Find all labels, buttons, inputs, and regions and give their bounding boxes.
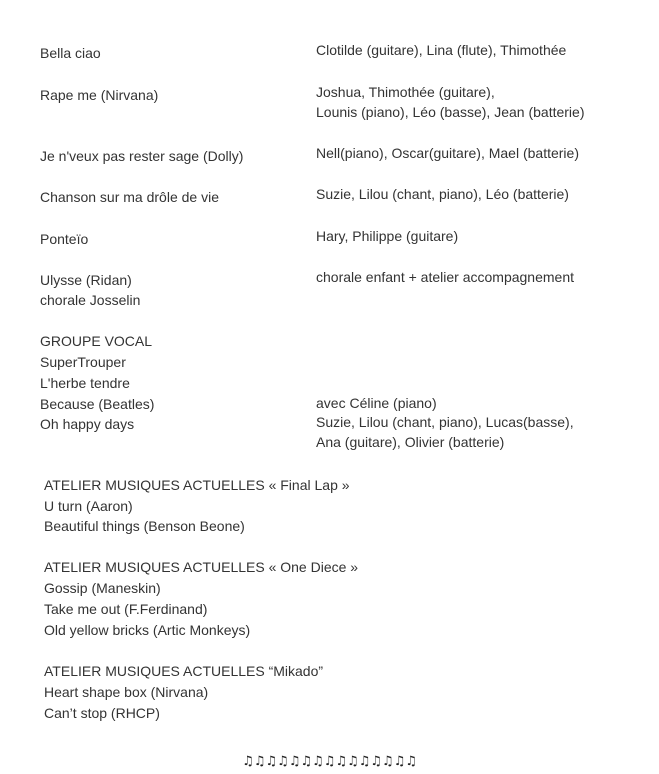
song-title: Rape me (Nirvana) <box>40 87 159 103</box>
song-performers: Suzie, Lilou (chant, piano), Léo (batterie) <box>316 186 569 202</box>
song-performers: chorale enfant + atelier accompagnement <box>316 269 574 285</box>
section-heading: GROUPE VOCAL <box>40 333 153 349</box>
song-title: Beautiful things (Benson Beone) <box>44 518 245 534</box>
song-performers: Joshua, Thimothée (guitare), <box>316 84 495 100</box>
section-heading: ATELIER MUSIQUES ACTUELLES “Mikado” <box>44 663 324 679</box>
song-performers: Hary, Philippe (guitare) <box>316 228 459 244</box>
song-title: Oh happy days <box>40 416 135 432</box>
song-title: U turn (Aaron) <box>44 498 133 514</box>
song-title: Take me out (F.Ferdinand) <box>44 601 208 617</box>
song-title: Ulysse (Ridan) <box>40 272 132 288</box>
song-performers: Clotilde (guitare), Lina (flute), Thimothée <box>316 42 567 58</box>
song-title: Can’t stop (RHCP) <box>44 705 160 721</box>
song-title: L'herbe tendre <box>40 375 130 391</box>
song-title: Ponteïo <box>40 231 89 247</box>
song-title: Je n'veux pas rester sage (Dolly) <box>40 148 244 164</box>
song-title: Gossip (Maneskin) <box>44 580 161 596</box>
song-performers: Lounis (piano), Léo (basse), Jean (batterie) <box>316 104 585 120</box>
song-performers: Nell(piano), Oscar(guitare), Mael (batterie) <box>316 145 579 161</box>
section-heading: ATELIER MUSIQUES ACTUELLES « Final Lap » <box>44 477 350 493</box>
song-title: Old yellow bricks (Artic Monkeys) <box>44 622 251 638</box>
song-performers: Suzie, Lilou (chant, piano), Lucas(basse), <box>316 414 574 430</box>
song-title: Bella ciao <box>40 45 101 61</box>
song-performers: Ana (guitare), Olivier (batterie) <box>316 434 505 450</box>
song-title-subline: chorale Josselin <box>40 292 141 308</box>
music-notes-icon: ♫♫♫♫♫♫♫♫♫♫♫♫♫♫♫ <box>242 754 417 769</box>
section-heading: ATELIER MUSIQUES ACTUELLES « One Diece » <box>44 559 359 575</box>
song-title: SuperTrouper <box>40 354 126 370</box>
song-title: Because (Beatles) <box>40 396 155 412</box>
song-title: Chanson sur ma drôle de vie <box>40 189 219 205</box>
song-title: Heart shape box (Nirvana) <box>44 684 209 700</box>
song-performers: avec Céline (piano) <box>316 395 437 411</box>
